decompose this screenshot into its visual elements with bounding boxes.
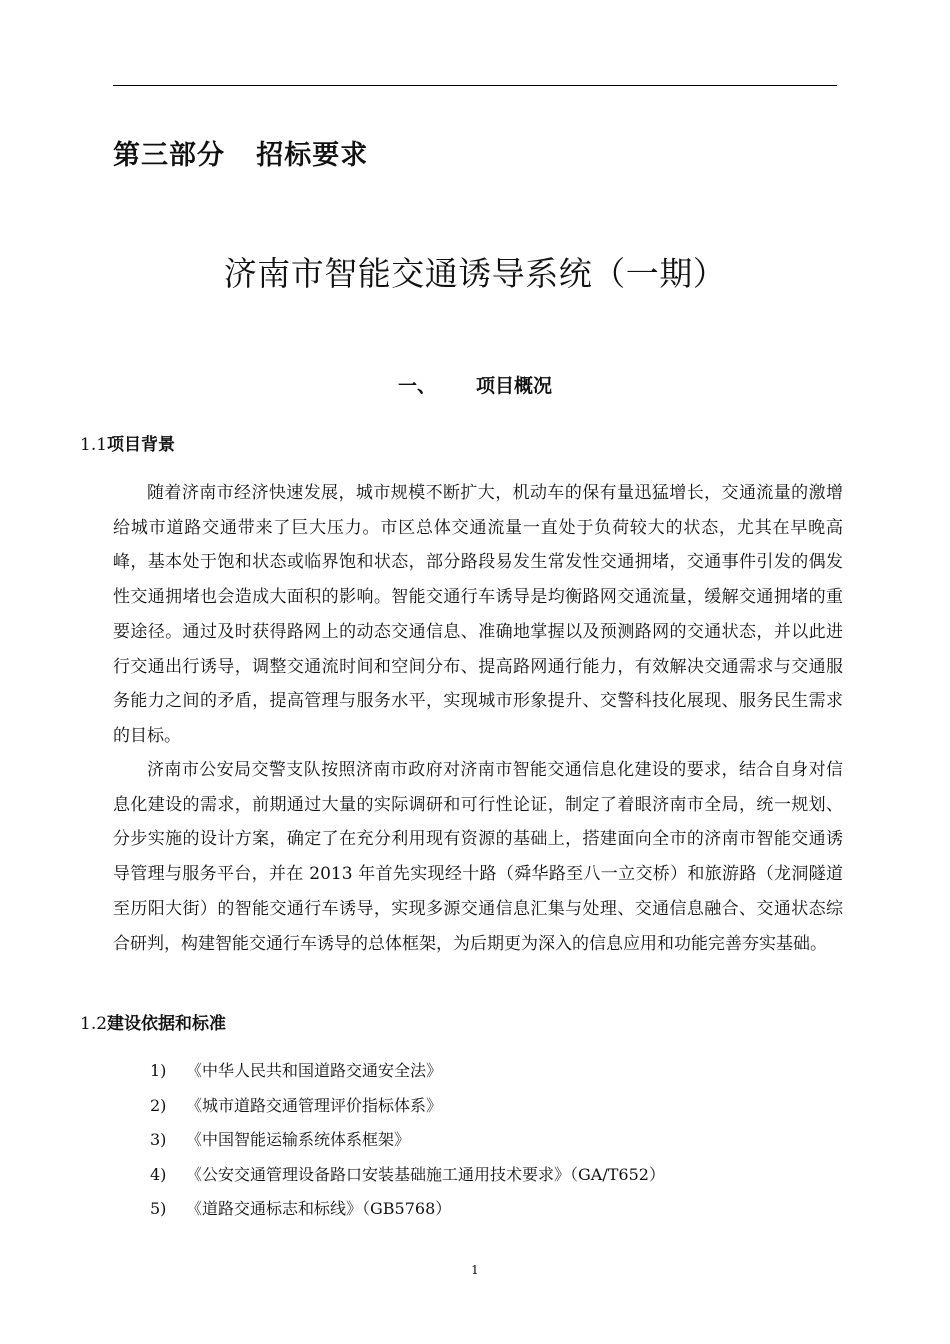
list-item-number: 2) (150, 1095, 167, 1115)
list-item-text: 《中国智能运输系统体系框架》 (186, 1130, 411, 1149)
background-paragraph-2: 济南市公安局交警支队按照济南市政府对济南市智能交通信息化建设的要求，结合自身对信息化建设的需求，前期通过大量的实际调研和可行性论证，制定了着眼济南市全局，统一规划、分步实施的设计方案，确定了在充分利用现有资源的基础上，搭建面向全市的济南市智能交通诱导管理与服务平台，并在 2013 年首先实现经十路（舜华路至八一立交桥）和旅游路（龙洞隧道至历阳大街）的智能交通行车诱导，实现多源交通信息汇集与处理、交通信息融合、交通状态综合研判，构建智能交通行车诱导的总体框架，为后期更为深入的信息应用和功能完善夯实基础。 (113, 760, 843, 954)
list-item (150, 1158, 665, 1193)
list-item (150, 1123, 665, 1158)
list-item-text: 《道路交通标志和标线》（GB5768） (186, 1199, 452, 1218)
subsection-title: 项目背景 (107, 435, 176, 455)
section-title: 项目概况 (476, 375, 553, 397)
section-heading (0, 372, 950, 400)
list-item (150, 1054, 665, 1089)
document-title: 济南市智能交通诱导系统（一期） (223, 254, 727, 293)
subsection-number: 1.1 (80, 435, 108, 455)
list-item (150, 1192, 665, 1227)
header-rule (113, 85, 837, 86)
background-paragraph-1: 随着济南市经济快速发展，城市规模不断扩大，机动车的保有量迅猛增长，交通流量的激增给城市道路交通带来了巨大压力。市区总体交通流量一直处于负荷较大的状态，尤其在早晚高峰，基本处于饱和状态或临界饱和状态，部分路段易发生常发性交通拥堵，交通事件引发的偶发性交通拥堵也会造成大面积的影响。智能交通行车诱导是均衡路网交通流量，缓解交通拥堵的重要途径。通过及时获得路网上的动态交通信息、准确地掌握以及预测路网的交通状态，并以此进行交通出行诱导，调整交通流时间和空间分布、提高路网通行能力，有效解决交通需求与交通服务能力之间的矛盾，提高管理与服务水平，实现城市形象提升、交警科技化展现、服务民生需求的目标。 (113, 483, 843, 746)
list-item-text: 《公安交通管理设备路口安装基础施工通用技术要求》（GA/T652） (186, 1164, 665, 1184)
subsection-heading-background (80, 433, 175, 457)
list-item-text: 《中华人民共和国道路交通安全法》 (186, 1061, 443, 1080)
subsection-number: 1.2 (80, 1014, 108, 1034)
list-item-number: 1) (150, 1061, 167, 1080)
standards-list (150, 1054, 665, 1227)
list-item-number: 5) (150, 1199, 167, 1218)
list-item-text: 《城市道路交通管理评价指标体系》 (186, 1095, 443, 1115)
list-item (150, 1089, 665, 1124)
subsection-heading-standards (80, 1012, 226, 1036)
section-number: 一、 (397, 375, 436, 397)
part-heading: 第三部分 招标要求 (113, 140, 369, 171)
page-number: 1 (471, 1263, 479, 1277)
subsection-title: 建设依据和标准 (107, 1014, 227, 1034)
list-item-number: 4) (150, 1164, 167, 1184)
list-item-number: 3) (150, 1130, 167, 1149)
